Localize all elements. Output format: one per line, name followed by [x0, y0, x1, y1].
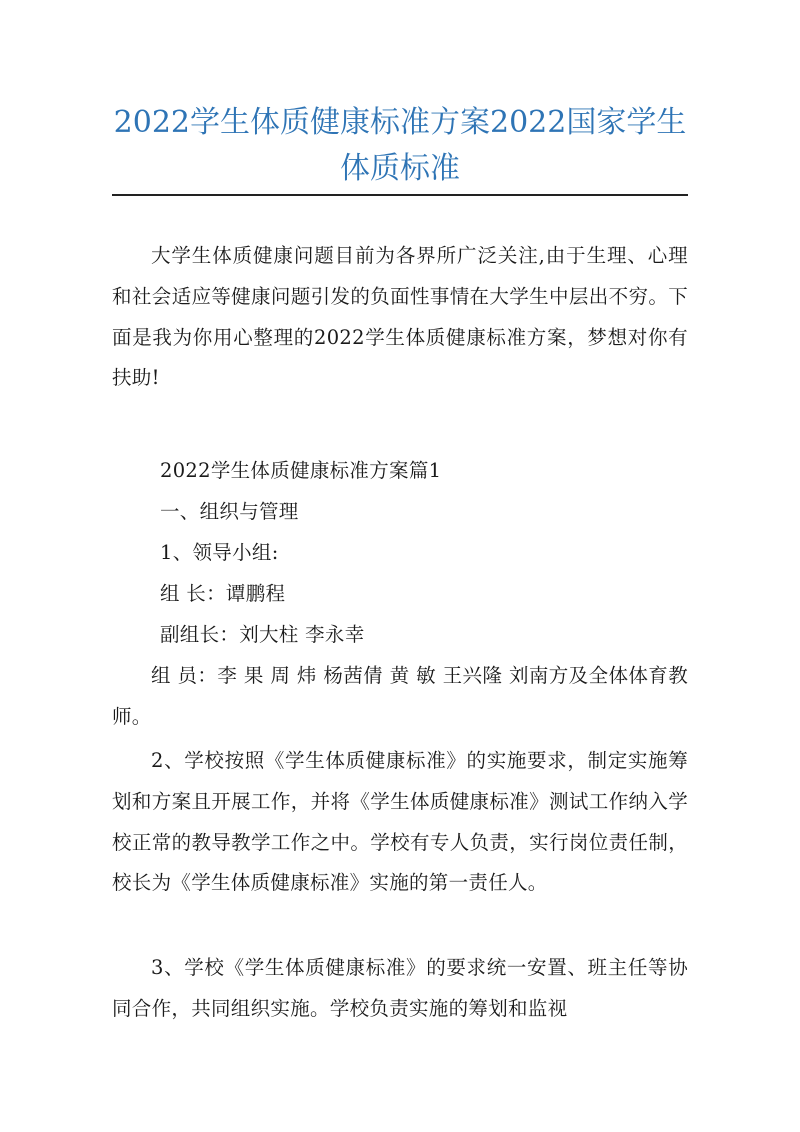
document-title: 2022学生体质健康标准方案2022国家学生体质标准: [113, 105, 687, 186]
section-heading: 2022学生体质健康标准方案篇1: [160, 459, 442, 482]
intro-paragraph: 大学生体质健康问题目前为各界所广泛关注,由于生理、心理和社会适应等健康问题引发的负面性事情在大学生中层出不穷。下面是我为你用心整理的2022学生体质健康标准方案，梦想对你有扶助!: [112, 244, 688, 390]
item3-paragraph: 3、学校《学生体质健康标准》的要求统一安置、班主任等协同合作，共同组织实施。学校负责实施的筹划和监视: [112, 956, 688, 1020]
deputy-leader-line: 副组长：刘大柱 李永幸: [160, 623, 365, 646]
item2-paragraph: 2、学校按照《学生体质健康标准》的实施要求，制定实施筹划和方案且开展工作，并将《学生体质健康标准》测试工作纳入学校正常的教导教学工作之中。学校有专人负责，实行岗位责任制，校长为《学生体质健康标准》实施的第一责任人。: [112, 749, 688, 895]
title-divider: [112, 194, 688, 196]
item1-heading: 1、领导小组:: [160, 541, 279, 564]
members-paragraph: 组 员：李 果 周 炜 杨茜倩 黄 敏 王兴隆 刘南方及全体体育教师。: [112, 664, 688, 728]
leader-line: 组 长：谭鹏程: [160, 582, 286, 605]
part1-heading: 一、组织与管理: [160, 500, 299, 523]
